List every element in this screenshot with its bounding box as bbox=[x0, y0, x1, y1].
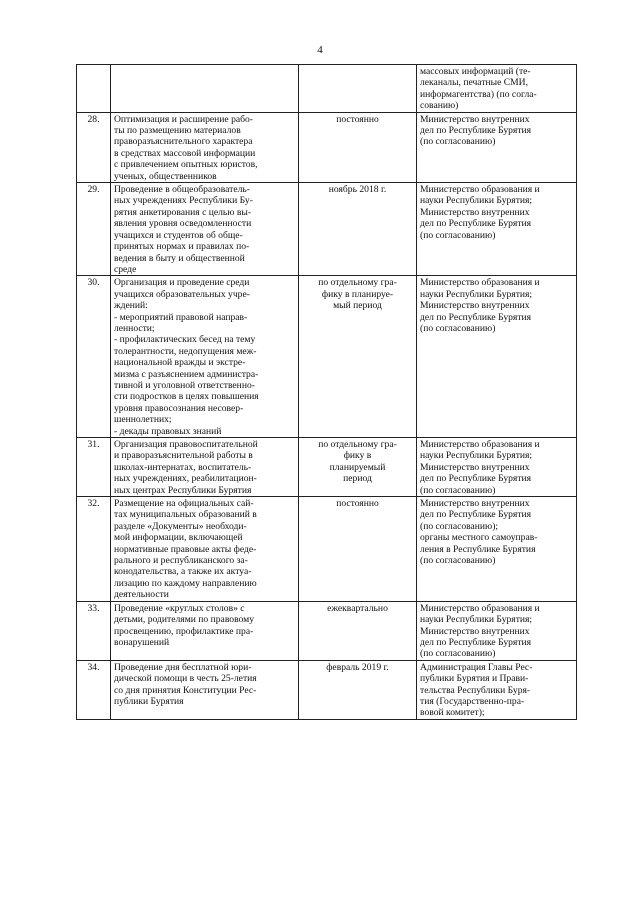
cell-line: ученых, общественников bbox=[114, 170, 217, 182]
cell-line: Министерство внутренних bbox=[420, 206, 530, 218]
cell-line: (по согласованию) bbox=[420, 555, 496, 567]
cell-line: по отдельному гра- bbox=[318, 277, 397, 289]
row-number-cell: 32. bbox=[77, 497, 111, 602]
cell-line: (по согласованию) bbox=[420, 229, 496, 241]
action-cell bbox=[111, 438, 299, 497]
cell-line: ноябрь 2018 г. bbox=[328, 184, 387, 196]
cell-line: (по согласованию) bbox=[420, 136, 496, 148]
table-row bbox=[77, 183, 577, 276]
table-row bbox=[77, 601, 577, 660]
responsible-cell bbox=[417, 438, 577, 497]
cell-line: науки Республики Бурятия; bbox=[420, 450, 533, 462]
cell-line: ежеквартально bbox=[327, 602, 388, 614]
cell-line: мой информации, включающей bbox=[114, 532, 243, 544]
cell-line: праворазъяснительного характера bbox=[114, 136, 253, 148]
cell-line: детьми, родителями по правовому bbox=[114, 614, 255, 626]
responsible-cell bbox=[417, 183, 577, 276]
responsible-cell bbox=[417, 65, 577, 113]
cell-line: дел по Республике Бурятия bbox=[420, 125, 532, 137]
cell-line: постоянно bbox=[336, 113, 379, 125]
cell-line: дел по Республике Бурятия bbox=[420, 473, 532, 485]
cell-line: уровня правосознания несовер- bbox=[114, 402, 244, 414]
cell-line: ных учреждениях Республики Бу- bbox=[114, 195, 253, 207]
action-cell bbox=[111, 112, 299, 182]
deadline-cell bbox=[299, 276, 417, 438]
cell-line: Организация и проведение среди bbox=[114, 277, 250, 289]
cell-line: - мероприятий правовой направ- bbox=[114, 311, 248, 323]
cell-line: Министерство внутренних bbox=[420, 498, 530, 510]
cell-line: учащихся и студентов об обще- bbox=[114, 229, 243, 241]
table-row bbox=[77, 276, 577, 438]
measures-table bbox=[76, 64, 577, 720]
cell-line: дел по Республике Бурятия bbox=[420, 636, 532, 648]
table-row bbox=[77, 112, 577, 182]
deadline-cell bbox=[299, 660, 417, 719]
cell-line: Министерство образования и bbox=[420, 602, 540, 614]
cell-line: (по согласованию) bbox=[420, 648, 496, 660]
cell-line: тах муниципальных образований в bbox=[114, 509, 257, 521]
cell-line: науки Республики Бурятия; bbox=[420, 614, 533, 626]
page-number: 4 bbox=[317, 44, 323, 56]
cell-line: Проведение «круглых столов» с bbox=[114, 602, 245, 614]
cell-line: февраль 2019 г. bbox=[326, 661, 389, 673]
cell-line: ленности; bbox=[114, 322, 155, 334]
cell-line: дел по Республике Бурятия bbox=[420, 311, 532, 323]
cell-line: период bbox=[343, 473, 372, 485]
cell-line: учащихся образовательных учре- bbox=[114, 288, 250, 300]
action-cell bbox=[111, 65, 299, 113]
row-number-cell: 29. bbox=[77, 183, 111, 276]
cell-line: мый период bbox=[333, 300, 382, 312]
cell-line: конодательства, а также их актуа- bbox=[114, 566, 252, 578]
row-number-cell bbox=[77, 65, 111, 113]
cell-line: ных центрах Республики Бурятия bbox=[114, 484, 252, 496]
responsible-cell bbox=[417, 497, 577, 602]
cell-line: (по согласованию) bbox=[420, 484, 496, 496]
cell-line: ных учреждениях, реабилитацион- bbox=[114, 473, 257, 485]
row-number-cell: 34. bbox=[77, 660, 111, 719]
responsible-cell bbox=[417, 601, 577, 660]
cell-line: постоянно bbox=[336, 498, 379, 510]
row-number-cell: 30. bbox=[77, 276, 111, 438]
cell-line: информагентства) (по согла- bbox=[420, 88, 537, 100]
cell-line: разделе «Документы» необходи- bbox=[114, 520, 247, 532]
cell-line: публики Бурятия bbox=[114, 695, 184, 707]
cell-line: в средствах массовой информации bbox=[114, 147, 256, 159]
row-number-cell: 31. bbox=[77, 438, 111, 497]
cell-line: ждений: bbox=[114, 300, 148, 312]
action-cell bbox=[111, 660, 299, 719]
cell-line: дел по Республике Бурятия bbox=[420, 218, 532, 230]
cell-line: фику в bbox=[343, 450, 372, 462]
action-cell bbox=[111, 276, 299, 438]
cell-line: леканалы, печатные СМИ, bbox=[420, 77, 528, 89]
cell-line: Министерство образования и bbox=[420, 439, 540, 450]
cell-line: сти подростков в целях повышения bbox=[114, 391, 259, 403]
cell-line: Министерство образования и bbox=[420, 277, 540, 289]
responsible-cell bbox=[417, 112, 577, 182]
table-row bbox=[77, 65, 577, 113]
cell-line: Министерство внутренних bbox=[420, 461, 530, 473]
deadline-cell bbox=[299, 497, 417, 602]
action-cell bbox=[111, 183, 299, 276]
cell-line: Министерство внутренних bbox=[420, 113, 530, 125]
cell-line: (по согласованию) bbox=[420, 322, 496, 334]
cell-line: просвещению, профилактике пра- bbox=[114, 625, 254, 637]
cell-line: лизацию по каждому направлению bbox=[114, 577, 257, 589]
row-number-cell: 28. bbox=[77, 112, 111, 182]
cell-line: Министерство внутренних bbox=[420, 300, 530, 312]
cell-line: ления в Республике Бурятия bbox=[420, 543, 536, 555]
cell-line: Размещение на официальных сай- bbox=[114, 498, 254, 510]
table-row bbox=[77, 660, 577, 719]
cell-line: Оптимизация и расширение рабо- bbox=[114, 113, 253, 125]
deadline-cell bbox=[299, 112, 417, 182]
cell-line: планируемый bbox=[329, 461, 386, 473]
responsible-cell bbox=[417, 276, 577, 438]
cell-line: фику в планируе- bbox=[321, 288, 394, 300]
cell-line: дической помощи в честь 25-летия bbox=[114, 673, 257, 685]
cell-line: вонарушений bbox=[114, 636, 170, 648]
cell-line: - декады правовых знаний bbox=[114, 425, 222, 437]
row-number-cell: 33. bbox=[77, 601, 111, 660]
deadline-cell bbox=[299, 183, 417, 276]
cell-line: дел по Республике Бурятия bbox=[420, 509, 532, 521]
cell-line: Министерство образования и bbox=[420, 184, 540, 196]
cell-line: среде bbox=[114, 263, 137, 275]
cell-line: явления уровня осведомленности bbox=[114, 218, 252, 230]
action-cell bbox=[111, 497, 299, 602]
cell-line: ты по размещению материалов bbox=[114, 125, 241, 137]
cell-line: Проведение в общеобразователь- bbox=[114, 184, 250, 196]
table-row bbox=[77, 497, 577, 602]
cell-line: тия (Государственно-пра- bbox=[420, 695, 525, 707]
cell-line: Организация правовоспитательной bbox=[114, 439, 258, 450]
table-row bbox=[77, 438, 577, 497]
deadline-cell bbox=[299, 65, 417, 113]
cell-line: рального и республиканского за- bbox=[114, 555, 248, 567]
cell-line: (по согласованию); bbox=[420, 520, 499, 532]
cell-line: Министерство внутренних bbox=[420, 625, 530, 637]
cell-line: рятия анкетирования с целью вы- bbox=[114, 206, 252, 218]
cell-line: нормативные правовые акты феде- bbox=[114, 543, 257, 555]
cell-line: науки Республики Бурятия; bbox=[420, 288, 533, 300]
deadline-cell bbox=[299, 438, 417, 497]
responsible-cell bbox=[417, 660, 577, 719]
cell-line: тельства Республики Буря- bbox=[420, 684, 531, 696]
cell-line: по отдельному гра- bbox=[318, 439, 397, 450]
cell-line: массовых информаций (те- bbox=[420, 66, 531, 77]
cell-line: школах-интернатах, воспитатель- bbox=[114, 461, 252, 473]
cell-line: толерантности, недопущения меж- bbox=[114, 345, 257, 357]
cell-line: деятельности bbox=[114, 589, 169, 601]
cell-line: Администрация Главы Рес- bbox=[420, 661, 533, 673]
cell-line: и праворазъяснительной работы в bbox=[114, 450, 253, 462]
cell-line: - профилактических бесед на тему bbox=[114, 334, 256, 346]
cell-line: принятых нормах и правилах по- bbox=[114, 241, 250, 253]
cell-line: мизма с разъяснением администра- bbox=[114, 368, 259, 380]
deadline-cell bbox=[299, 601, 417, 660]
cell-line: сованию) bbox=[420, 100, 459, 112]
cell-line: тивной и уголовной ответственно- bbox=[114, 379, 255, 391]
cell-line: вовой комитет); bbox=[420, 707, 485, 719]
cell-line: органы местного самоуправ- bbox=[420, 532, 538, 544]
cell-line: национальной вражды и экстре- bbox=[114, 357, 246, 369]
cell-line: публики Бурятия и Прави- bbox=[420, 673, 529, 685]
cell-line: науки Республики Бурятия; bbox=[420, 195, 533, 207]
cell-line: с привлечением опытных юристов, bbox=[114, 159, 258, 171]
cell-line: ведения в быту и общественной bbox=[114, 252, 245, 264]
cell-line: со дня принятия Конституции Рес- bbox=[114, 684, 257, 696]
cell-line: Проведение дня бесплатной юри- bbox=[114, 661, 252, 673]
cell-line: шеннолетних; bbox=[114, 414, 172, 426]
action-cell bbox=[111, 601, 299, 660]
